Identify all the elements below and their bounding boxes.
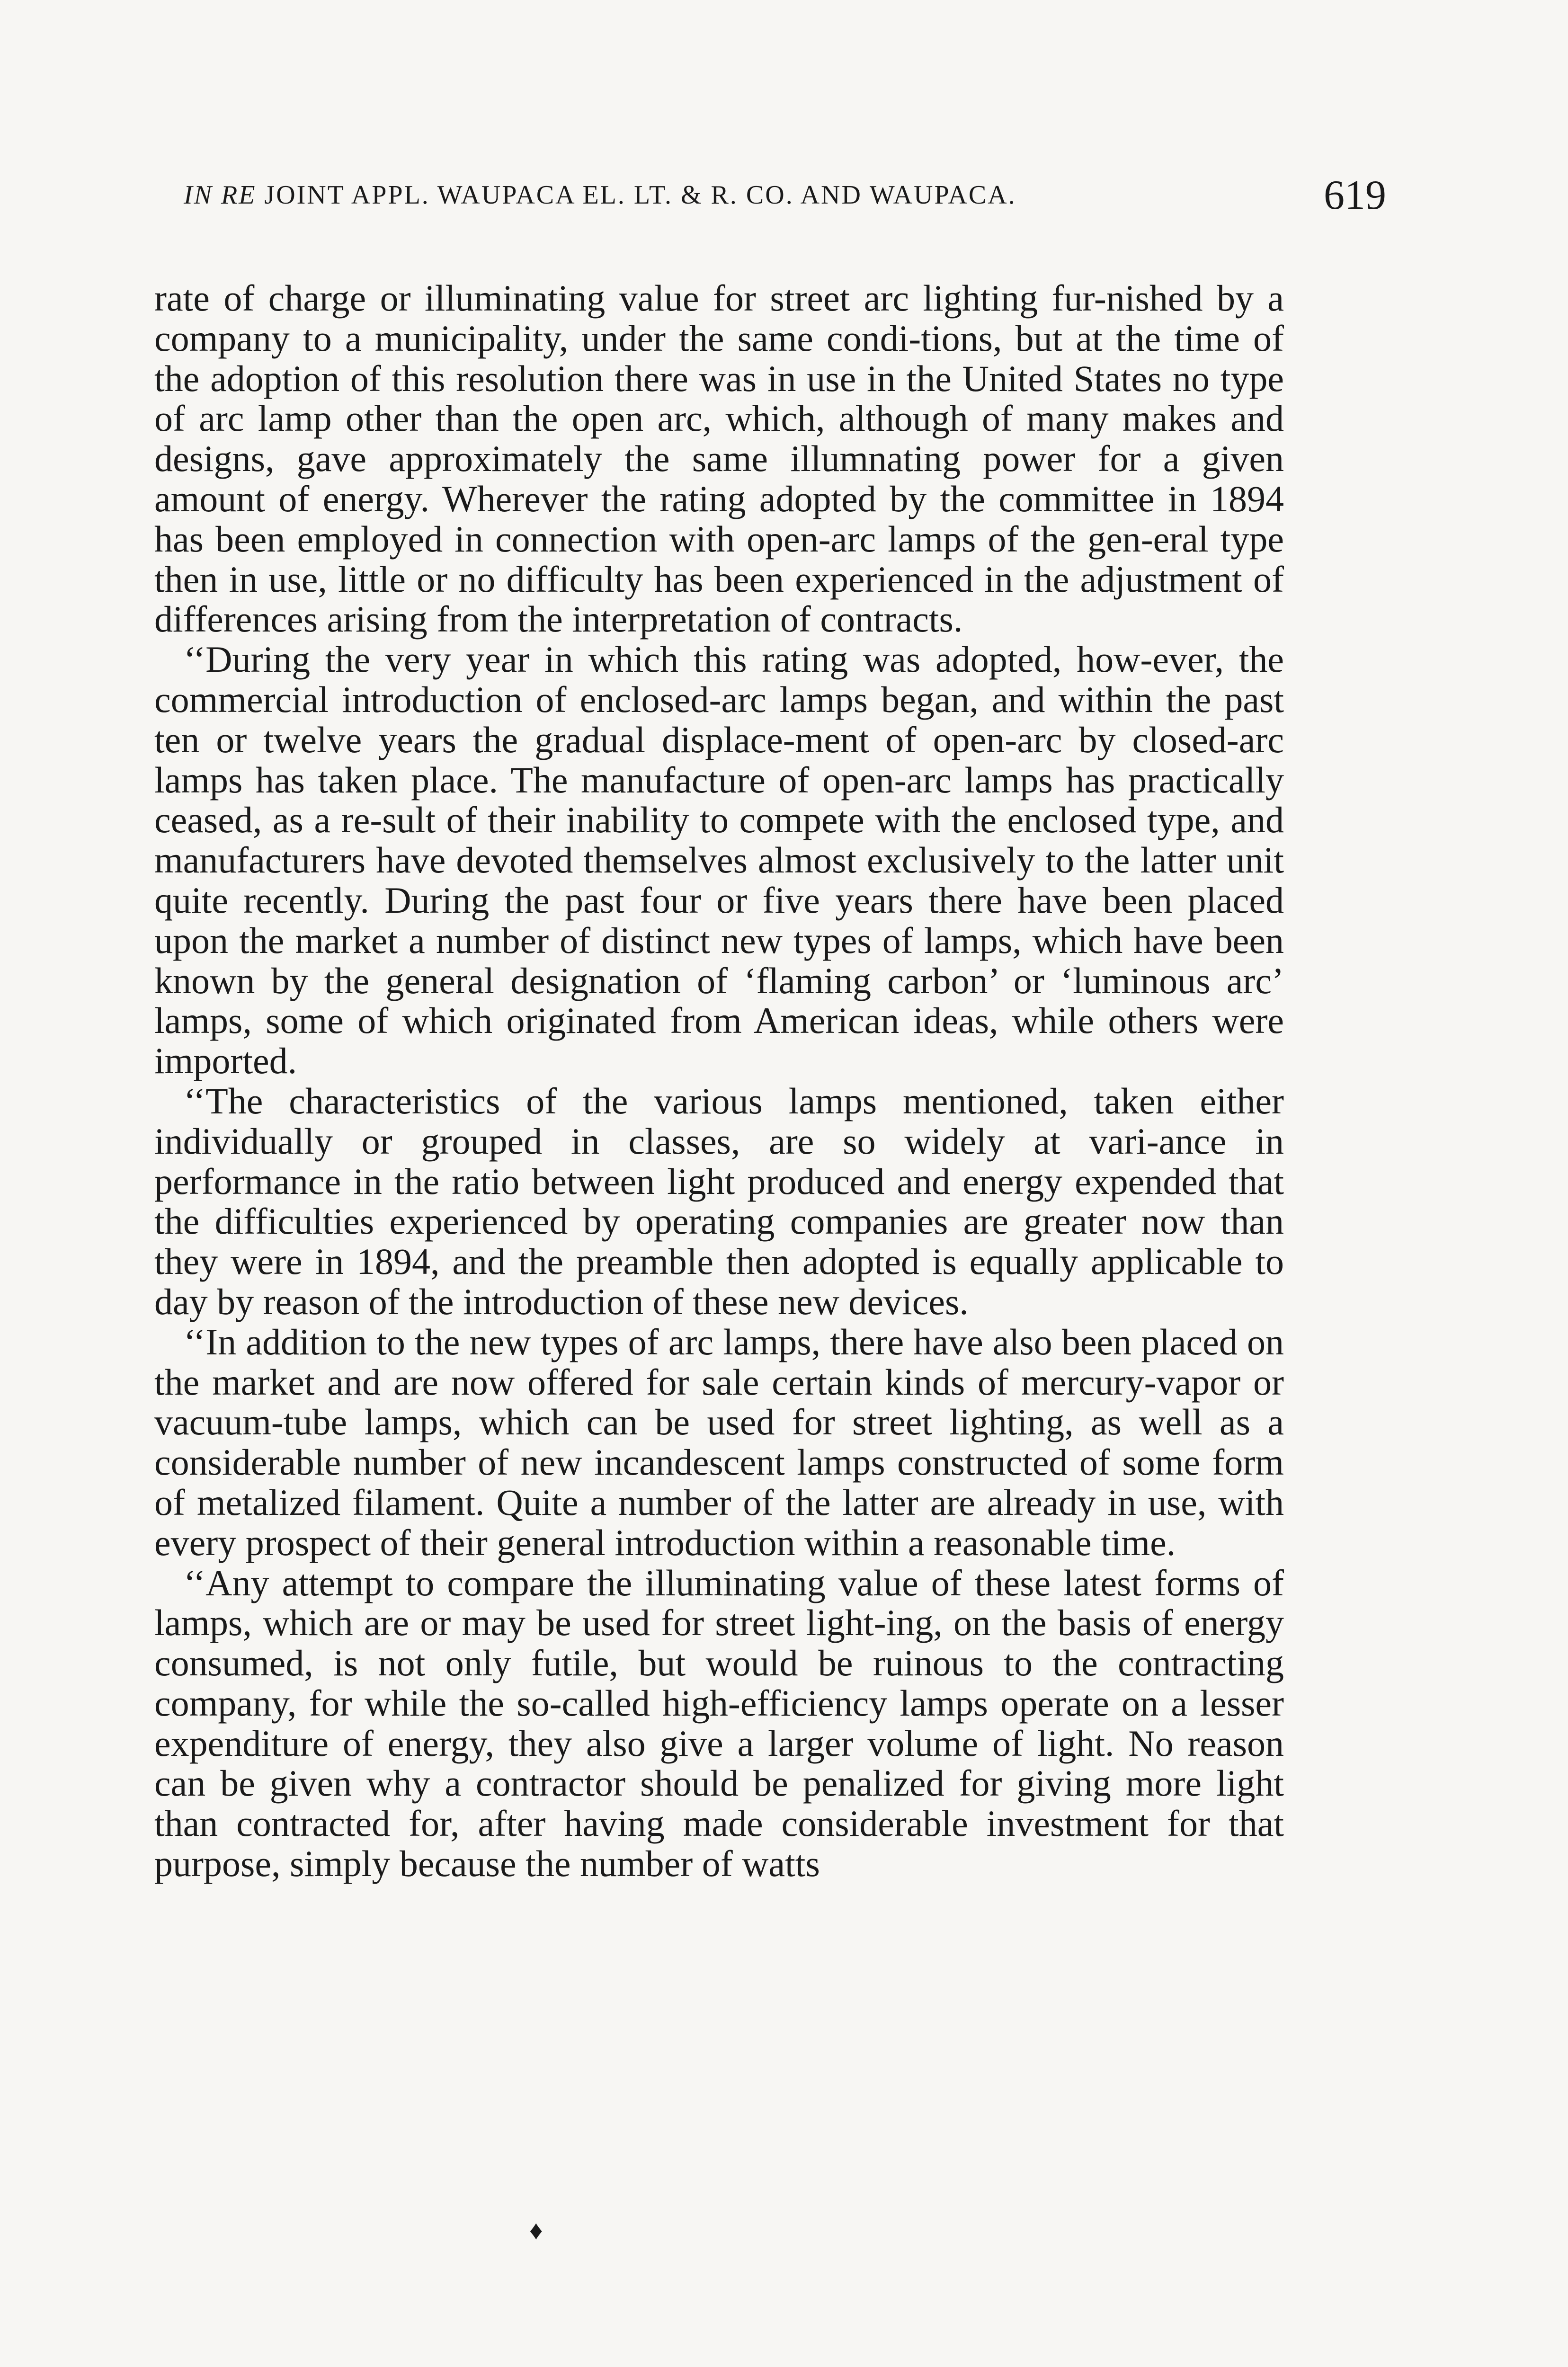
body-text [154,278,1284,1884]
footer-ornament: ♦ [529,2216,543,2245]
paragraph-1: rate of charge or illuminating value for street arc lighting fur-nished by a company to a municipality, under the same condi-tions, but at the time of the adoption of this resolution there was in use in the United States no type of arc lamp other than the open arc, which, although of many makes and designs, gave approximately the same illumnating power for a given amount of energy. Wherever the rating adopted by the committee in 1894 has been employed in connection with open-arc lamps of the gen-eral type then in use, little or no difficulty has been experienced in the adjustment of differences arising from the interpretation of contracts. [154,277,1284,640]
paragraph-5: ‘‘Any attempt to compare the illuminating value of these latest forms of lamps, which are or may be used for street light-ing, on the basis of energy consumed, is not only futile, but would be ruinous to the contracting company, for while the so-called high-efficiency lamps operate on a lesser expenditure of energy, they also give a larger volume of light. No reason can be given why a contractor should be penalized for giving more light than contracted for, after having made considerable investment for that purpose, simply because the number of watts [154,1562,1284,1885]
running-header [184,171,1386,228]
page-number: 619 [1324,172,1386,218]
running-title-text: JOINT APPL. WAUPACA EL. LT. & R. CO. AND WAUPACA. [264,180,1016,210]
paragraph-2: ‘‘During the very year in which this rating was adopted, how-ever, the commercial introduction of enclosed-arc lamps began, and within the past ten or twelve years the gradual displace-ment of open-arc by closed-arc lamps has taken place. The manufacture of open-arc lamps has practically ceased, as a re-sult of their inability to compete with the enclosed type, and manufacturers have devoted themselves almost exclusively to the latter unit quite recently. During the past four or five years there have been placed upon the market a number of distinct new types of lamps, which have been known by the general designation of ‘flaming carbon’ or ‘luminous arc’ lamps, some of which originated from American ideas, while others were imported. [154,639,1284,1082]
paragraph-3: ‘‘The characteristics of the various lamps mentioned, taken either individually or grouped in classes, are so widely at vari-ance in performance in the ratio between light produced and energy expended that the difficulties experienced by operating companies are greater now than they were in 1894, and the preamble then adopted is equally applicable to day by reason of the introduction of these new devices. [154,1080,1284,1322]
paragraph-4: ‘‘In addition to the new types of arc lamps, there have also been placed on the market and are now offered for sale certain kinds of mercury-vapor or vacuum-tube lamps, which can be used for street lighting, as well as a considerable number of new incandescent lamps constructed of some form of metalized filament. Quite a number of the latter are already in use, with every prospect of their general introduction within a reasonable time. [154,1321,1284,1563]
case-prefix: IN RE [184,180,257,210]
running-title [184,180,1016,210]
